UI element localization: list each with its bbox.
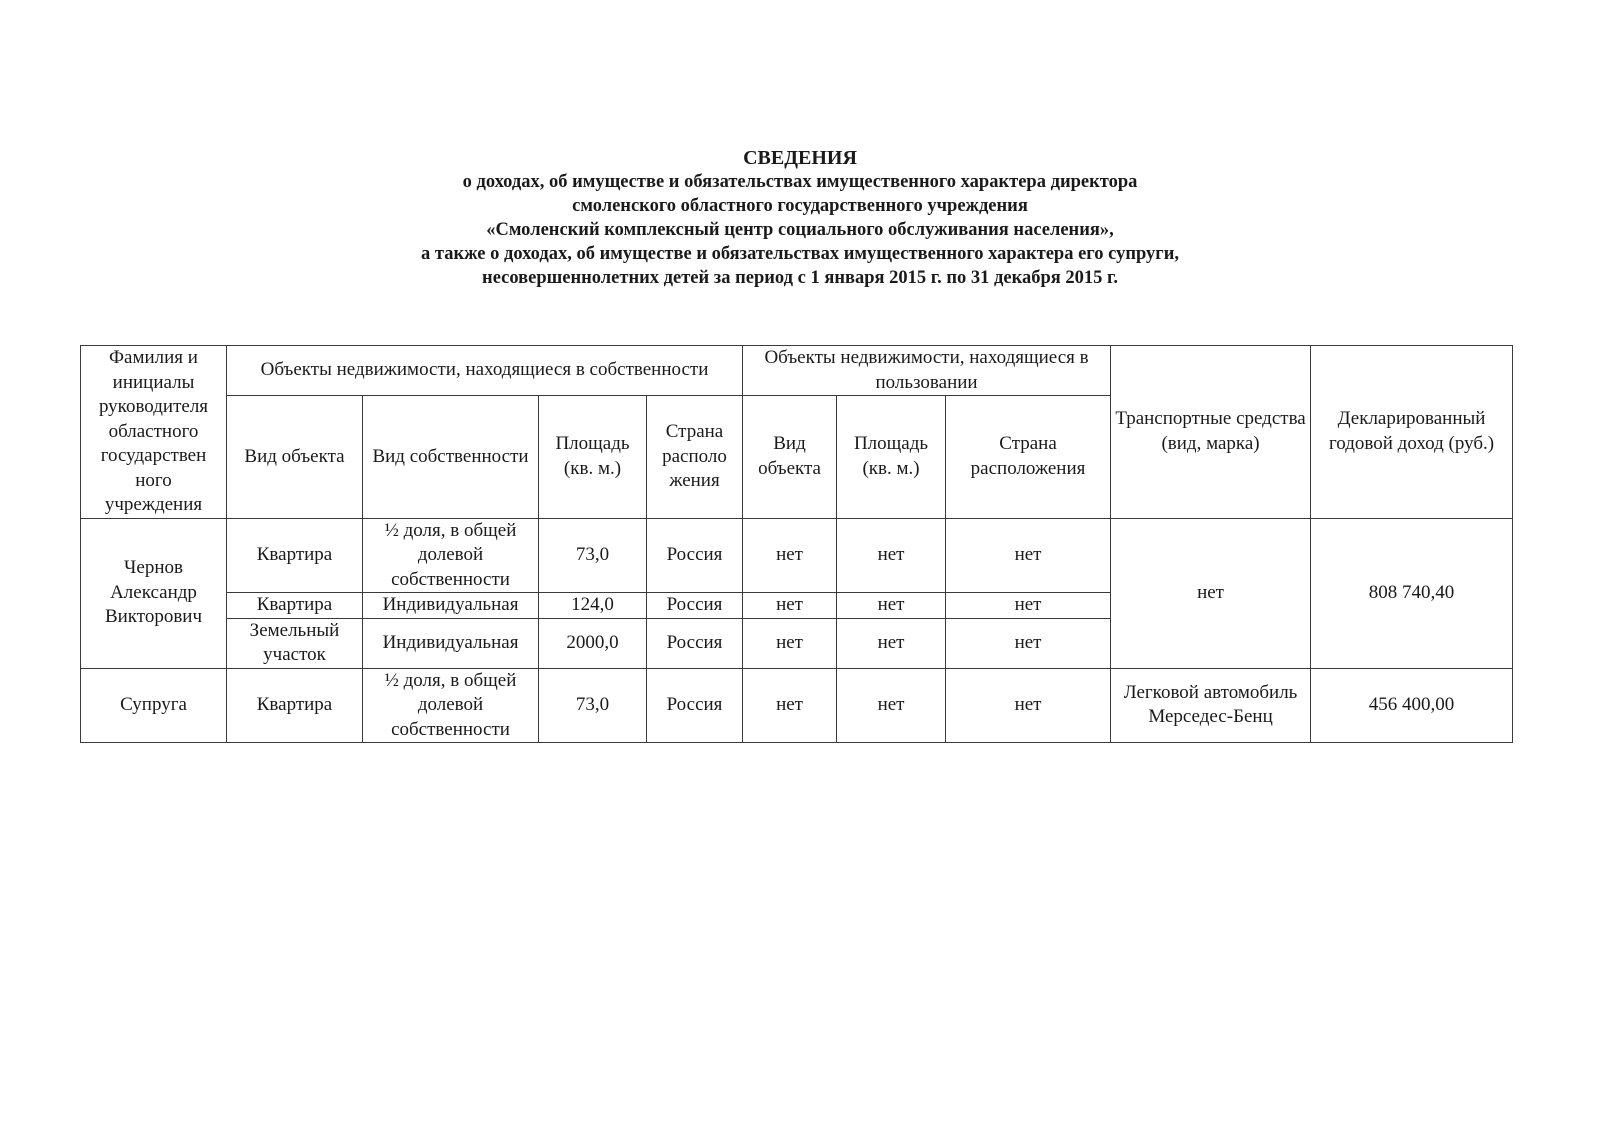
property-country: Россия xyxy=(647,593,743,619)
title-line: несовершеннолетних детей за период с 1 января 2015 г. по 31 декабря 2015 г. xyxy=(482,268,1118,288)
property-ownership: ½ доля, в общей долевой собственности xyxy=(363,518,539,593)
used-country: нет xyxy=(946,668,1111,743)
used-area: нет xyxy=(837,593,946,619)
header-income: Декларированный годовой доход (руб.) xyxy=(1311,346,1513,519)
used-country: нет xyxy=(946,518,1111,593)
property-area: 2000,0 xyxy=(539,618,647,668)
property-type: Квартира xyxy=(227,593,363,619)
used-type: нет xyxy=(743,593,837,619)
property-type: Земельный участок xyxy=(227,618,363,668)
used-type: нет xyxy=(743,518,837,593)
person-transport: Легковой автомобиль Мерседес-Бенц xyxy=(1111,668,1311,743)
title-heading: СВЕДЕНИЯ xyxy=(743,147,857,169)
person-name: Чернов Александр Викторович xyxy=(81,518,227,668)
person-income: 808 740,40 xyxy=(1311,518,1513,668)
property-type: Квартира xyxy=(227,668,363,743)
header-owned-country: Страна располо жения xyxy=(647,396,743,518)
person-transport: нет xyxy=(1111,518,1311,668)
property-country: Россия xyxy=(647,668,743,743)
title-line: смоленского областного государственного учреждения xyxy=(572,196,1028,216)
table-row xyxy=(81,668,1513,743)
property-country: Россия xyxy=(647,618,743,668)
header-owned-area: Площадь (кв. м.) xyxy=(539,396,647,518)
header-owned-type: Вид объекта xyxy=(227,396,363,518)
property-area: 73,0 xyxy=(539,668,647,743)
header-owned-ownership: Вид собственности xyxy=(363,396,539,518)
property-ownership: Индивидуальная xyxy=(363,593,539,619)
person-name: Супруга xyxy=(81,668,227,743)
used-type: нет xyxy=(743,668,837,743)
used-country: нет xyxy=(946,593,1111,619)
property-type: Квартира xyxy=(227,518,363,593)
table-row xyxy=(81,518,1513,593)
header-owned-group: Объекты недвижимости, находящиеся в собственности xyxy=(227,346,743,396)
property-area: 124,0 xyxy=(539,593,647,619)
title-line: о доходах, об имуществе и обязательствах имущественного характера директора xyxy=(462,172,1138,192)
used-area: нет xyxy=(837,618,946,668)
used-area: нет xyxy=(837,668,946,743)
used-area: нет xyxy=(837,518,946,593)
title-line: а также о доходах, об имуществе и обязательствах имущественного характера его супруги, xyxy=(421,244,1179,264)
header-used-type: Вид объекта xyxy=(743,396,837,518)
header-transport: Транспортные средства (вид, марка) xyxy=(1111,346,1311,519)
header-used-country: Страна расположения xyxy=(946,396,1111,518)
used-country: нет xyxy=(946,618,1111,668)
header-name: Фамилия и инициалы руководителя областного государствен ного учреждения xyxy=(81,346,227,519)
property-area: 73,0 xyxy=(539,518,647,593)
header-used-area: Площадь (кв. м.) xyxy=(837,396,946,518)
document-title xyxy=(0,146,1600,290)
property-country: Россия xyxy=(647,518,743,593)
header-used-group: Объекты недвижимости, находящиеся в пользовании xyxy=(743,346,1111,396)
person-income: 456 400,00 xyxy=(1311,668,1513,743)
used-type: нет xyxy=(743,618,837,668)
title-line: «Смоленский комплексный центр социального обслуживания населения», xyxy=(486,220,1114,240)
property-ownership: ½ доля, в общей долевой собственности xyxy=(363,668,539,743)
declaration-table xyxy=(80,345,1513,743)
property-ownership: Индивидуальная xyxy=(363,618,539,668)
